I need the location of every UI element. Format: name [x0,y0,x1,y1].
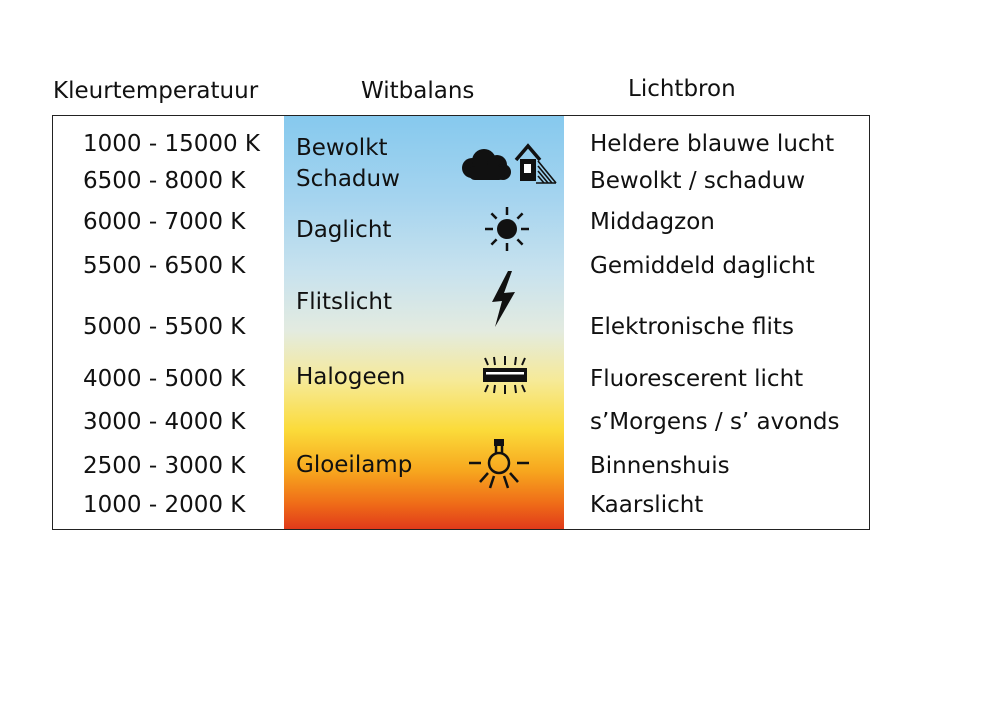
temperature-value: 5000 - 5500 K [83,314,246,340]
header-white-balance: Witbalans [361,78,475,104]
fluorescent-lamp-icon [480,356,530,394]
temperature-value: 6500 - 8000 K [83,168,246,194]
temperature-value: 3000 - 4000 K [83,409,246,435]
wb-label-halogeen: Halogeen [296,364,406,390]
light-source-name: s’Morgens / s’ avonds [590,409,840,435]
temperature-value: 1000 - 2000 K [83,492,246,518]
temperature-value: 5500 - 6500 K [83,253,246,279]
wb-label-gloeilamp: Gloeilamp [296,452,413,478]
light-source-name: Bewolkt / schaduw [590,168,806,194]
flash-icon [488,270,518,328]
light-source-name: Heldere blauwe lucht [590,131,835,157]
light-bulb-icon [468,437,530,491]
light-source-name: Elektronische flits [590,314,794,340]
light-source-name: Gemiddeld daglicht [590,253,815,279]
light-source-name: Fluorescerent licht [590,366,804,392]
wb-label-flitslicht: Flitslicht [296,289,393,315]
temperature-value: 4000 - 5000 K [83,366,246,392]
light-source-name: Middagzon [590,209,715,235]
header-light-source: Lichtbron [628,76,736,102]
sun-icon [484,206,530,252]
house-shade-icon [514,142,558,188]
temperature-value: 2500 - 3000 K [83,453,246,479]
wb-label-schaduw: Schaduw [296,166,400,192]
wb-label-bewolkt: Bewolkt [296,135,388,161]
temperature-value: 1000 - 15000 K [83,131,261,157]
wb-label-daglicht: Daglicht [296,217,392,243]
cloud-icon [459,148,511,182]
header-temperature: Kleurtemperatuur [53,78,259,104]
light-source-name: Binnenshuis [590,453,730,479]
light-source-name: Kaarslicht [590,492,704,518]
temperature-value: 6000 - 7000 K [83,209,246,235]
